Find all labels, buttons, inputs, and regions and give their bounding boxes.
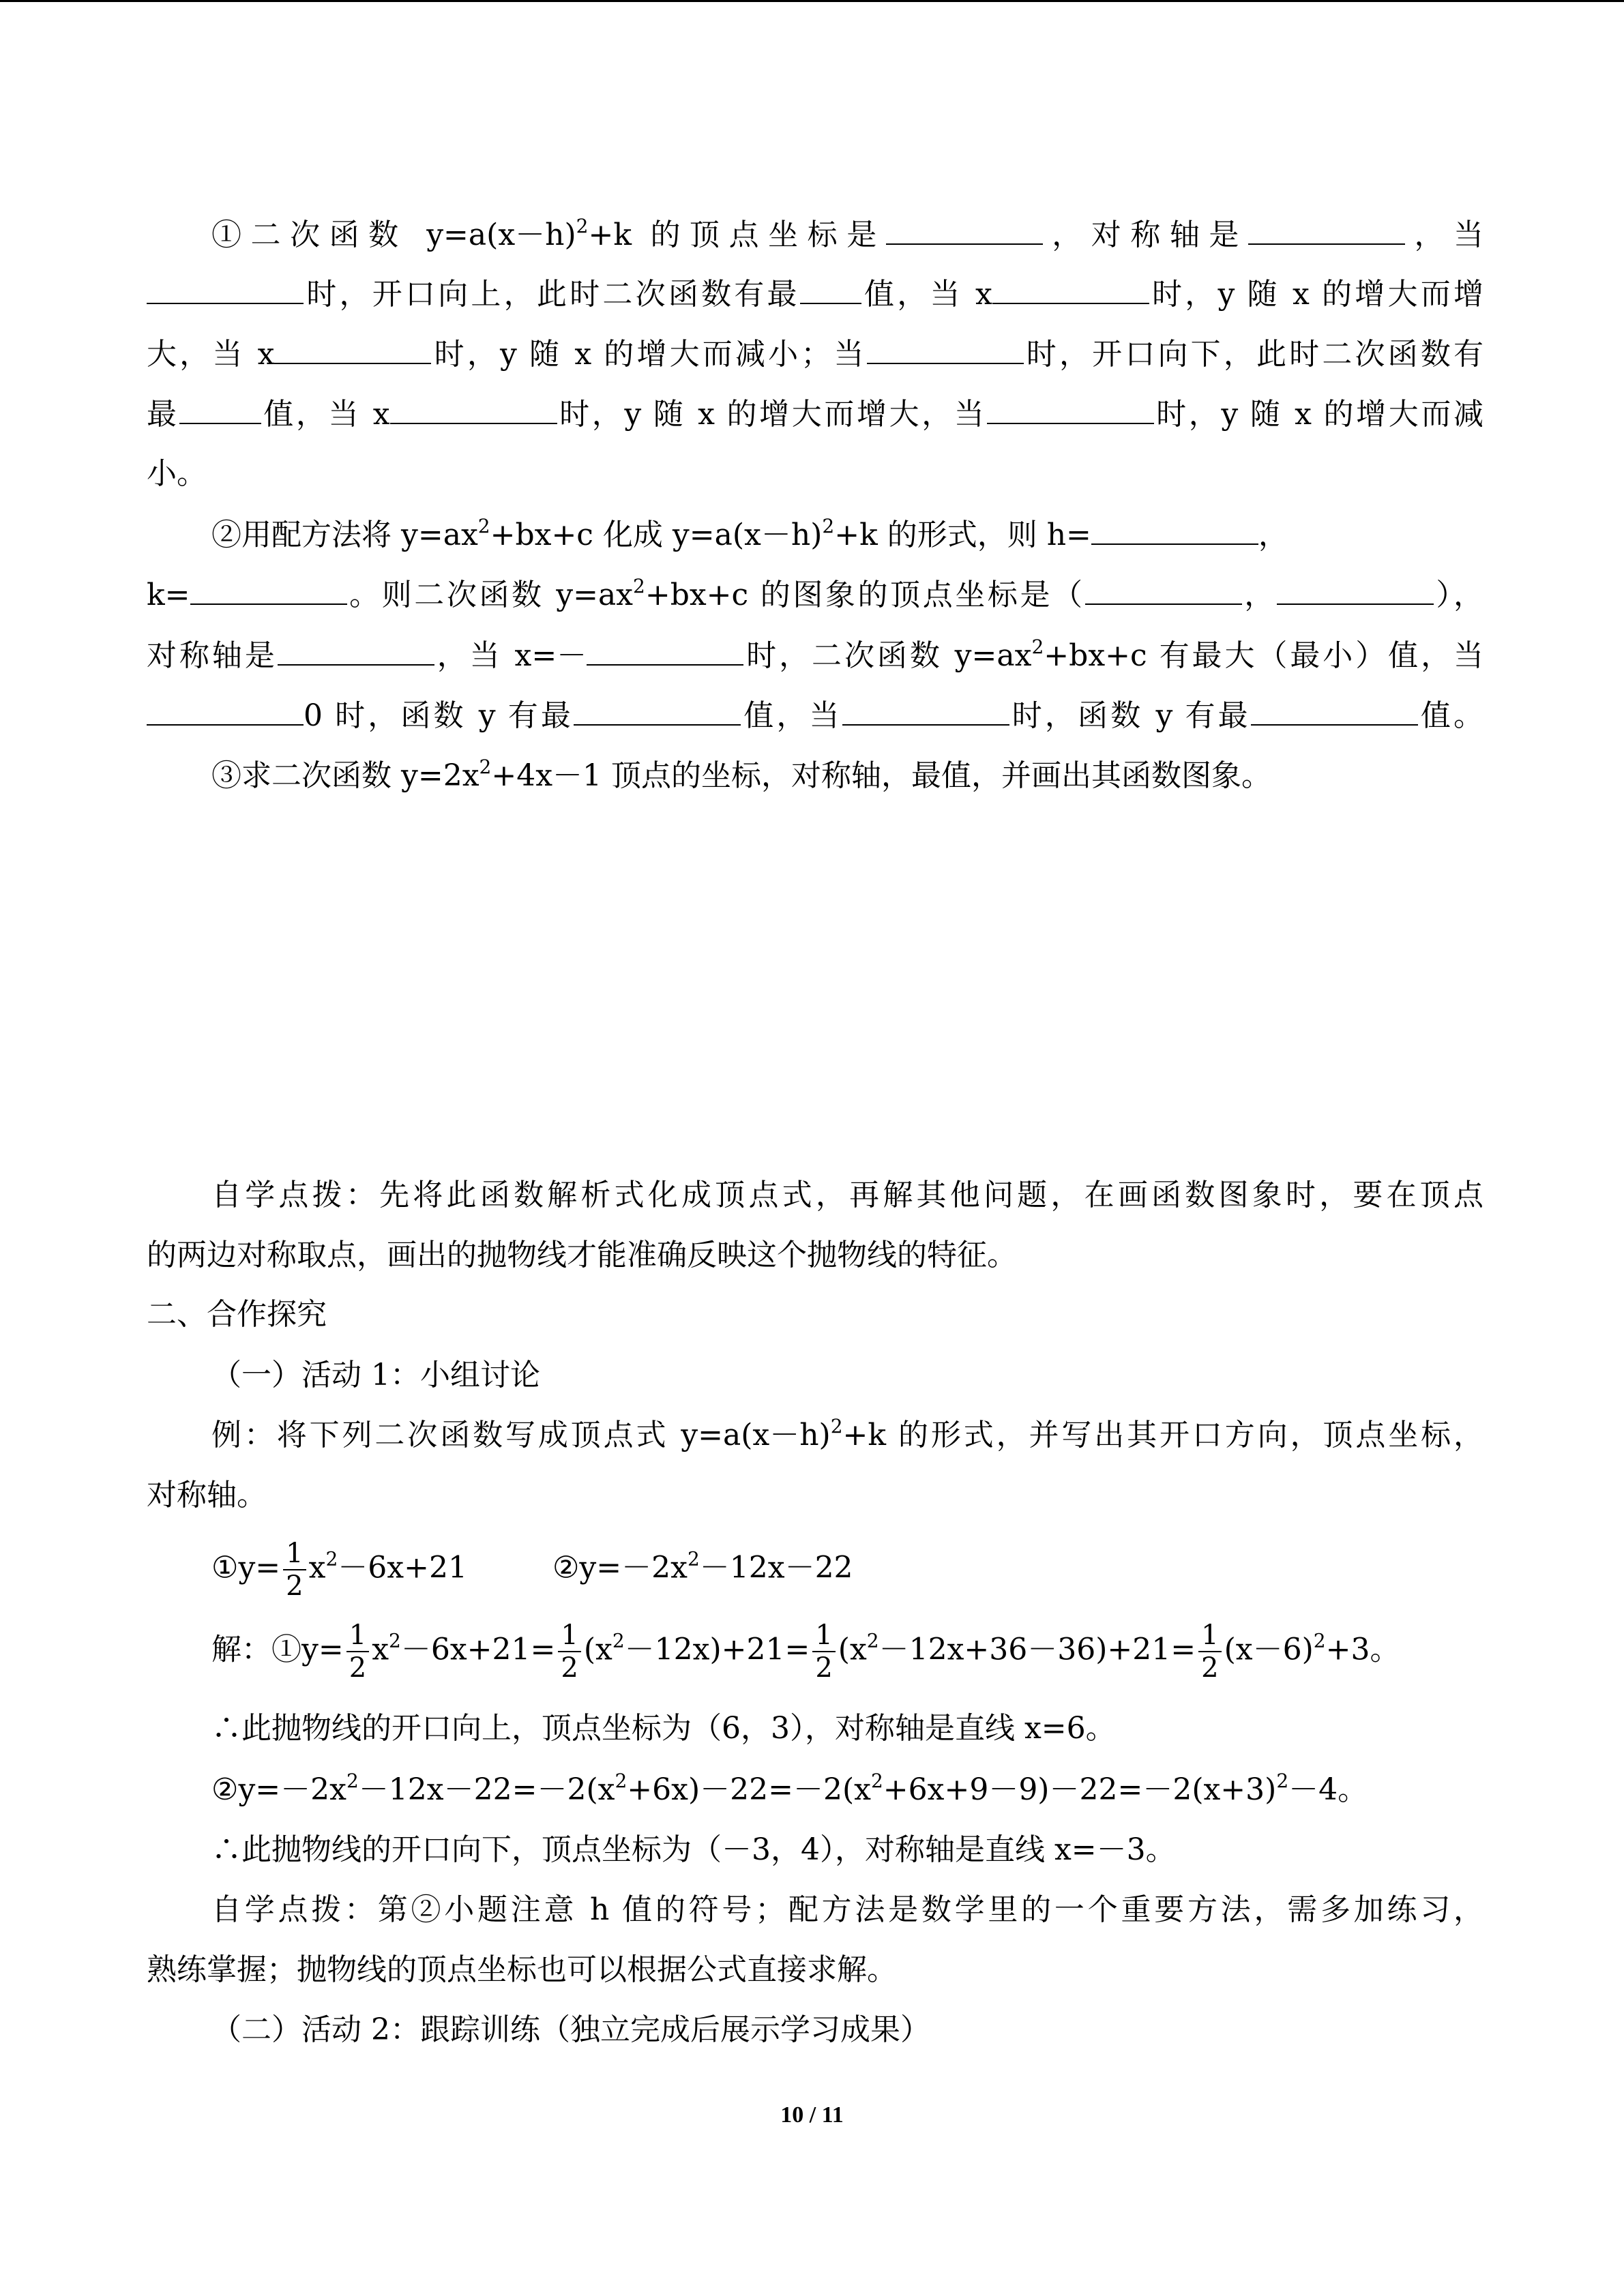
tip1-line1: 自学点拨：先将此函数解析式化成顶点式，再解其他问题，在画函数图象时，要在顶点 (211, 1178, 1483, 1212)
blank[interactable] (1091, 516, 1258, 545)
item2-line3: 对称轴是 ，当 x=－ 时，二次函数 $y=ax^2+bx+c$ 有最大（最小）值，当 (147, 636, 1484, 673)
blank[interactable] (278, 637, 434, 666)
conclusion2: ∴此抛物线的开口向下，顶点坐标为（－3，4），对称轴是直线 x=－3。 (211, 1832, 1176, 1867)
blank[interactable] (842, 697, 1009, 726)
item2-line4: 0 时，函数 y 有最 值，当 时，函数 y 有最 值。 (147, 696, 1483, 736)
fraction-one-half: $\frac{1}{2}$ (812, 1622, 835, 1682)
activity2-heading: （二）活动 2：跟踪训练（独立完成后展示学习成果） (211, 2012, 930, 2047)
solution1-line: 解：①y= $\frac{1}{2}$ $x^2-6x+21=$ $\frac{1}{2}$ $(x^2-12x)+21=$ $\frac{1}{2}$ $(x^2-12x+36-36)+21=$ $\frac{1}{2}$ $(x-6)^2+3$。 (211, 1620, 1400, 1684)
fraction-one-half: $\frac{1}{2}$ (346, 1622, 369, 1682)
blank[interactable] (574, 697, 741, 726)
item1-line1: ①二次函数 $y=a(x-h)^2+k$ 的顶点坐标是 ，对称轴是 ，当 (211, 215, 1484, 252)
fraction-one-half: $\frac{1}{2}$ (558, 1622, 580, 1682)
item2-line2: k= 。则二次函数 $y=ax^2+bx+c$ 的图象的顶点坐标是（ ， ）， (147, 575, 1484, 612)
blank[interactable] (147, 697, 304, 726)
section2-heading: 二、合作探究 (147, 1297, 327, 1332)
blank[interactable] (390, 396, 557, 424)
item1-line5: 小。 (147, 456, 207, 491)
tip2-line2: 熟练掌握；抛物线的顶点坐标也可以根据公式直接求解。 (147, 1952, 897, 1987)
fraction-one-half: $\frac{1}{2}$ (283, 1540, 306, 1600)
tip1-line2: 的两边对称取点，画出的抛物线才能准确反映这个抛物线的特征。 (147, 1238, 1017, 1272)
item2-line1: ②用配方法将 $y=ax^2+bx+c$ 化成 $y=a(x-h)^2+k$ 的形式，则 h= ， (211, 515, 1288, 552)
solution2-line: $②y=-2x^2-12x-22=-2(x^2+6x)-22=-2(x^2+6x+9-9)-22=-2(x+3)^2-4$。 (211, 1770, 1368, 1807)
item1-line2: 时，开口向上，此时二次函数有最 值，当 x 时，y 随 x 的增大而增 (147, 274, 1483, 315)
blank[interactable] (1251, 697, 1418, 726)
blank[interactable] (800, 275, 861, 304)
example-line1: 例：将下列二次函数写成顶点式 $y=a(x-h)^2+k$ 的形式，并写出其开口方向，顶点坐标， (211, 1415, 1483, 1452)
conclusion1: ∴此抛物线的开口向上，顶点坐标为（6，3），对称轴是直线 x=6。 (211, 1711, 1116, 1746)
blank[interactable] (190, 576, 347, 605)
blank[interactable] (1277, 576, 1434, 605)
blank[interactable] (987, 396, 1154, 424)
example-line2: 对称轴。 (147, 1478, 267, 1512)
fraction-one-half: $\frac{1}{2}$ (1198, 1622, 1221, 1682)
blank[interactable] (886, 216, 1043, 245)
item1-line4: 最 值，当 x 时，y 随 x 的增大而增大，当 时，y 随 x 的增大而减 (147, 397, 1483, 432)
blank[interactable] (992, 275, 1149, 304)
page-number: 10 / 11 (780, 2102, 844, 2128)
blank[interactable] (1085, 576, 1242, 605)
blank[interactable] (147, 275, 304, 304)
activity1-heading: （一）活动 1：小组讨论 (211, 1358, 540, 1392)
blank[interactable] (179, 396, 261, 424)
tip2-line1: 自学点拨：第②小题注意 h 值的符号；配方法是数学里的一个重要方法，需多加练习， (211, 1892, 1483, 1927)
blank[interactable] (867, 336, 1024, 364)
blank[interactable] (1248, 216, 1405, 245)
blank[interactable] (587, 637, 743, 666)
item3-line: ③求二次函数 $y=2x^2+4x-1$ 顶点的坐标，对称轴，最值，并画出其函数图象。 (211, 756, 1272, 793)
problems-line: ①y= $\frac{1}{2}$ $x^2-6x+21$ $②y=-2x^2-12x-22$ (211, 1538, 853, 1602)
top-border (0, 0, 1624, 2)
blank[interactable] (274, 336, 431, 364)
item1-line3: 大，当 x 时，y 随 x 的增大而减小；当 时，开口向下，此时二次函数有 (147, 337, 1483, 372)
